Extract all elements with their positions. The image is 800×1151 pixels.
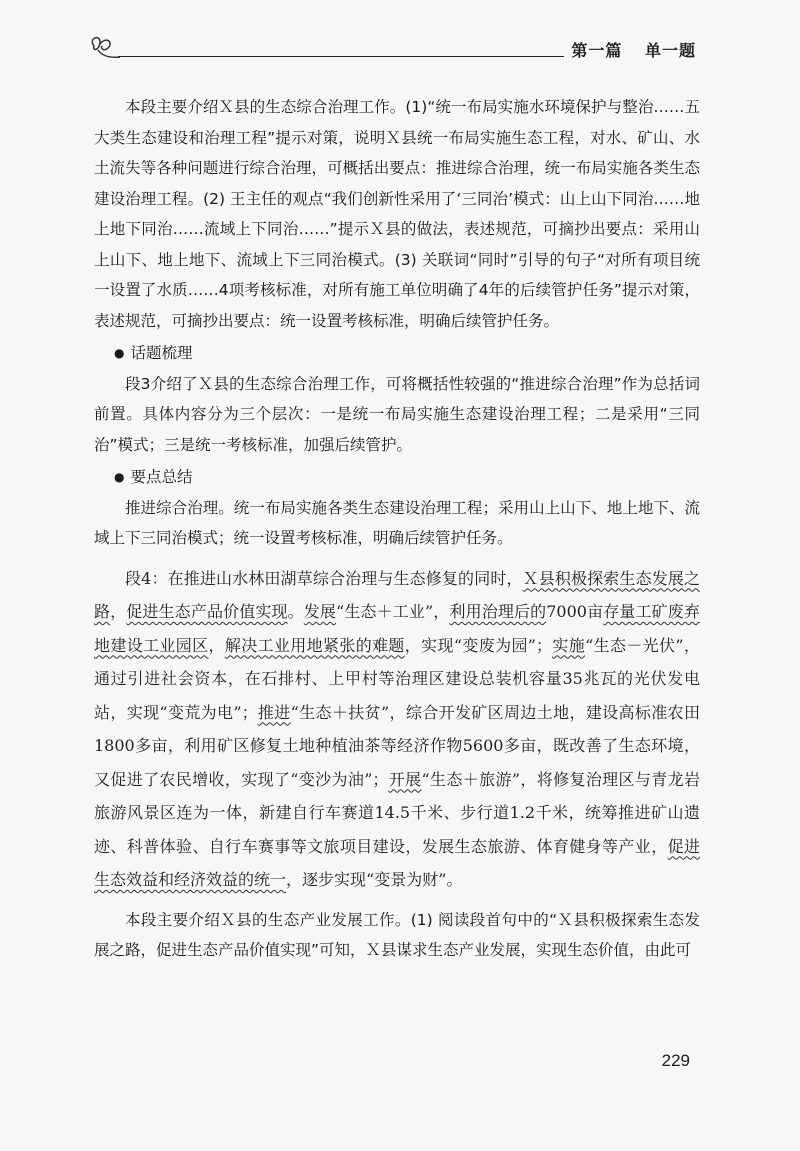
underlined-phrase: Ｘ县积极探索生态发展之路 xyxy=(94,568,700,621)
summary-heading-label: 要点总结 xyxy=(130,468,193,486)
analysis-paragraph-3: 本段主要介绍Ｘ县的生态综合治理工作。(1)“统一布局实施水环境保护与整治……五大类生态建设和治理工程”提示对策，说明Ｘ县统一布局实施生态工程，对水、矿山、水土流失等各种问题进行综合治理，可概括出要点：推进综合治理，统一布局实施各类生态建设治理工程。(2) 王主任的观点“我们创新性采用了‘三同治’模式：山上山下同治……地上地下同治……流域上下同治……”提示Ｘ县的做法，表述规范，可摘抄出要点：采用山上山下、地上地下、流域上下三同治模式。(3) 关联词“同时”引导的句子“对所有项目统一设置了水质……4项考核标准，对所有施工单位明确了4年的后续管护任务”提示对策，表述规范，可摘抄出要点：统一设置考核标准，明确后续管护任务。 xyxy=(94,98,700,330)
summary-heading xyxy=(94,462,700,493)
underlined-phrase: 促进生态产品价值实现 xyxy=(126,602,288,621)
underlined-phrase: 解决工业用地紧张的难题 xyxy=(224,635,405,655)
part-label: 第一篇 xyxy=(571,41,623,60)
source-segment-4: 段4：在推进山水林田湖草综合治理与生态修复的同时，Ｘ县积极探索生态发展之路，促进生态产品价值实现。发展“生态＋工业”，利用治理后的7000亩存量工矿废弃地建设工业园区，解决工业用地紧张的难题，实现“变废为园”；实施“生态－光伏”，通过引进社会资本，在石排村、上甲村等治理区建设总装机容量35兆瓦的光伏发电站，实现“变荒为电”；推进“生态＋扶贫”，综合开发矿区周边土地，建设高标准农田1800多亩，利用矿区修复土地种植油茶等经济作物5600多亩，既改善了生态环境，又促进了农民增收，实现了“变沙为油”；开展“生态＋旅游”，将修复治理区与青龙岩旅游风景区连为一体，新建自行车赛道14.5千米、步行道1.2千米，统筹推进矿山遗迹、科普体验、自行车赛事等文旅项目建设，发展生态旅游、体育健身等产业，促进生态效益和经济效益的统一，逐步实现“变景为财”。 xyxy=(94,568,700,889)
topic-heading-label: 话题梳理 xyxy=(130,344,193,362)
header-rule xyxy=(118,56,564,57)
topic-paragraph: 段3介绍了Ｘ县的生态综合治理工作，可将概括性较强的“推进综合治理”作为总括词前置。具体内容分为三个层次：一是统一布局实施生态建设治理工程；二是采用“三同治”模式；三是统一考核标准，加强后续管护。 xyxy=(94,374,700,454)
page-number: 229 xyxy=(661,1051,690,1070)
underlined-phrase: 利用治理后的 xyxy=(449,602,547,621)
underlined-phrase: 推进 xyxy=(257,702,291,722)
topic-heading xyxy=(94,338,700,369)
page-body xyxy=(94,92,700,966)
section-title xyxy=(571,38,696,61)
underlined-phrase: 发展 xyxy=(303,602,337,621)
leaf-ornament-icon xyxy=(86,32,126,64)
bullet-icon: ● xyxy=(114,470,125,484)
chapter-label: 单一题 xyxy=(644,41,696,60)
underlined-phrase: 存量工矿废弃地建设工业园区 xyxy=(94,602,700,655)
summary-paragraph: 推进综合治理。统一布局实施各类生态建设治理工程；采用山上山下、地上地下、流域上下三同治模式；统一设置考核标准，明确后续管护任务。 xyxy=(94,498,700,547)
underlined-phrase: 促进生态效益和经济效益的统一 xyxy=(94,836,700,889)
bullet-icon: ● xyxy=(114,346,125,360)
underlined-phrase: 开展 xyxy=(388,769,422,789)
running-header xyxy=(86,32,696,64)
analysis-paragraph-4: 本段主要介绍Ｘ县的生态产业发展工作。(1) 阅读段首句中的“Ｘ县积极探索生态发展之路，促进生态产品价值实现”可知，Ｘ县谋求生态产业发展，实现生态价值，由此可 xyxy=(94,910,700,959)
underlined-phrase: 实施 xyxy=(552,635,586,655)
